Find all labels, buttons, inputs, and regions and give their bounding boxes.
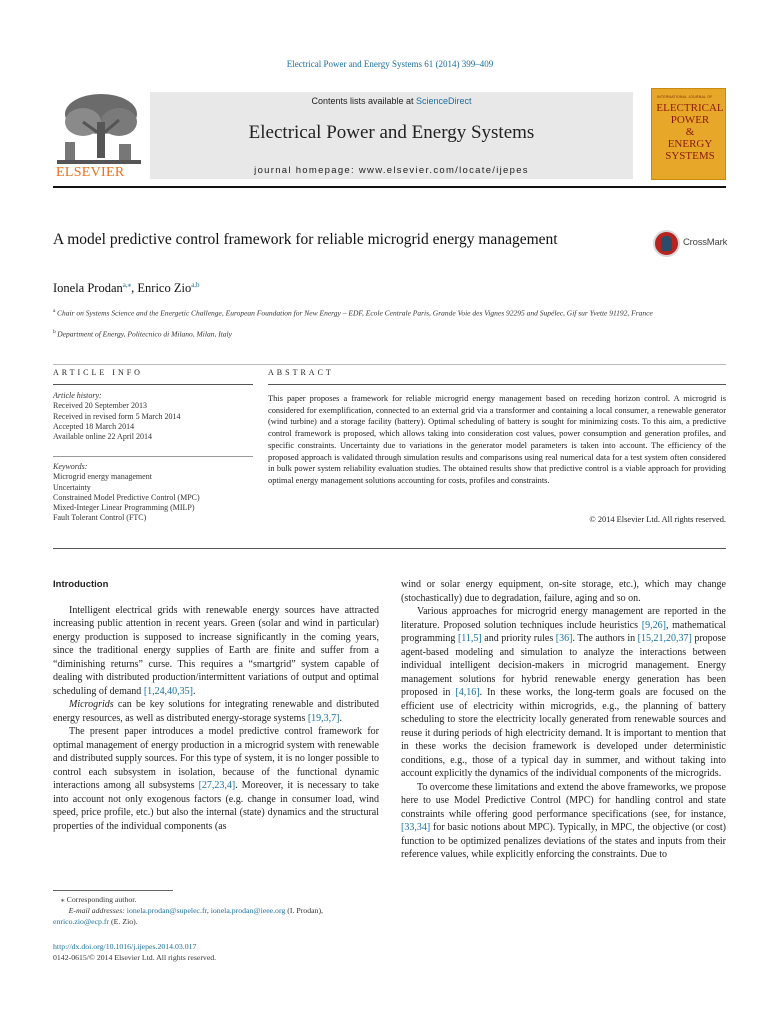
paragraph	[53, 725, 379, 833]
paragraph: wind or solar energy equipment, on-site storage, etc.), which may change (stochastically) due to degradation, failure, aging and so on.	[401, 579, 726, 604]
email-link[interactable]: enrico.zio@ecp.fr	[53, 917, 110, 926]
crossmark-badge[interactable]	[651, 229, 731, 259]
footnote-text: ,	[206, 906, 211, 915]
cover-line: SYSTEMS	[665, 150, 715, 162]
affil-text: Department of Energy, Politecnico di Milano, Milan, Italy	[57, 329, 232, 339]
author-name[interactable]: Enrico Zio	[137, 281, 192, 296]
article-info-heading: ARTICLE INFO	[53, 368, 143, 377]
body-right-column	[401, 578, 726, 862]
paragraph-text: The present paper introduces a model predictive control framework for optimal management of energy production in a microgrid system with renewable and distributed supply sources. For this type of system, it is no longer possible to control each subsystem in isolation, because of the functional dynamic interactions among all subsystems	[53, 726, 379, 791]
author-separator: ,	[131, 281, 138, 296]
affil-marker: b	[53, 329, 56, 335]
affiliation-a	[53, 306, 733, 319]
affiliation-b	[53, 327, 733, 340]
history-label: Article history:	[53, 391, 102, 400]
abstract-heading: ABSTRACT	[268, 368, 334, 377]
cover-line: ENERGY	[667, 138, 713, 150]
body-left-column	[53, 578, 379, 833]
citation-link[interactable]: [15,21,20,37]	[637, 633, 692, 644]
paragraph	[401, 781, 726, 862]
author-name[interactable]: Ionela Prodan	[53, 281, 123, 296]
article-history	[53, 391, 253, 442]
paragraph-text: .	[339, 712, 343, 724]
keyword: Mixed-Integer Linear Programming (MILP)	[53, 503, 195, 513]
sciencedirect-link[interactable]: ScienceDirect	[416, 96, 472, 106]
contents-line	[150, 96, 633, 106]
abstract-text: This paper proposes a framework for reliable microgrid energy management based on receding horizon control. A microgrid is considered for exemplification, connected to an external grid via a transformer and containing a local consumer, a renewable generator (wind turbine) and a storage facility (battery). Optimal scheduling of battery is sought for minimizing costs. To this aim, a predictive control framework is proposed, which allows taking into consideration cost values, power consumption and generation profiles, and specific constraints. Uncertainty due to variations in the generator model parameters is taken into account. The efficiency of the proposed approach is validated through simulation results and comparisons using real numerical data for a test system often considered in bulk power system reliability evaluation studies. The obtained results show that predictive control is a viable approach for providing optimal energy management solutions accounting for costs, profiles and constraints.	[268, 394, 726, 485]
crossmark-icon	[653, 230, 680, 257]
article-info-rule	[53, 384, 253, 385]
keywords-label: Keywords:	[53, 462, 88, 471]
journal-citation[interactable]: Electrical Power and Energy Systems 61 (2014) 399–409	[286, 59, 494, 69]
emphasis-text: Microgrids	[69, 699, 114, 710]
keywords-rule	[53, 456, 253, 457]
footnote	[53, 894, 393, 927]
paragraph-text: . In these works, the long-term goals are focused on the efficient use of electricity within microgrids, e.g., the planning of battery scheduling to store the electricity locally generated from renewable sources and reuse it during periods of high electricity demand. It is important to mention that in these works the decision framework is developed under deterministic conditions, e.g., those of a typical day in summer, and without taking into account explicitly the dynamics of the individual components of the microgrids.	[401, 687, 726, 779]
citation-link[interactable]: [19,3,7]	[307, 712, 340, 724]
email-link[interactable]: ionela.prodan@ieee.org	[210, 906, 286, 915]
keyword: Microgrid energy management	[53, 472, 152, 482]
email-addresses	[53, 905, 393, 916]
header-divider	[53, 186, 726, 188]
elsevier-logo[interactable]	[53, 92, 145, 183]
paragraph	[53, 698, 379, 725]
cover-title	[656, 102, 724, 162]
email-link[interactable]: ionela.prodan@supelec.fr	[126, 906, 207, 915]
citation-link[interactable]: [4,16]	[455, 687, 480, 698]
citation-link[interactable]: [27,23,4]	[198, 780, 236, 791]
paper-title: A model predictive control framework for reliable microgrid energy management	[53, 231, 558, 248]
footnote-text: Corresponding author.	[64, 895, 137, 904]
crossmark-label: CrossMark	[683, 237, 728, 248]
doi-block	[53, 941, 216, 963]
cover-line: &	[685, 126, 695, 138]
paragraph-text: and priority rules	[481, 633, 556, 644]
paragraph-text: for basic notions about MPC). Typically, in MPC, the objective (or cost) function to be optimized penalizes deviations of the states and inputs from their reference values, while explicitly enforcing the constraints. Due to	[401, 822, 726, 860]
keyword: Constrained Model Predictive Control (MPC)	[53, 492, 200, 502]
footnote-text: (E. Zio).	[109, 917, 138, 926]
email-label: E-mail addresses:	[68, 906, 127, 915]
cover-line: ELECTRICAL	[656, 102, 724, 114]
citation-link[interactable]: [9,26]	[641, 619, 666, 631]
paragraph-text: .	[192, 685, 196, 697]
keywords	[53, 462, 253, 524]
journal-homepage[interactable]: journal homepage: www.elsevier.com/locate/ijepes	[254, 165, 529, 176]
citation-link[interactable]: [11,5]	[457, 633, 482, 644]
publisher-name: ELSEVIER	[56, 165, 125, 180]
issn-line: 0142-0615/© 2014 Elsevier Ltd. All rights reserved.	[53, 953, 217, 962]
author-affil-sup[interactable]: a,⁎	[122, 281, 132, 289]
top-divider	[53, 364, 726, 365]
paragraph-text: . Moreover, it is necessary to take into account not only exogenous factors (e.g. change in consumer load, wind speed, price profile, etc.) but also the internal (state) dynamics and the structural properties of the individual components (as	[53, 780, 379, 832]
keyword: Fault Tolerant Control (FTC)	[53, 513, 147, 523]
footnote-text: (I. Prodan),	[285, 906, 324, 915]
abstract-bottom-rule	[53, 548, 726, 549]
paragraph	[401, 605, 726, 781]
paragraph-text: Various approaches for microgrid energy management are reported in the literature. Proposed solution techniques include heuristics	[401, 606, 726, 631]
tree-icon	[53, 92, 145, 168]
affil-marker: a	[53, 308, 56, 314]
abstract-rule	[268, 384, 726, 385]
author-affil-sup[interactable]: a,b	[191, 281, 200, 289]
section-heading-introduction: Introduction	[53, 579, 109, 590]
abstract-copyright: © 2014 Elsevier Ltd. All rights reserved.	[589, 515, 726, 524]
doi-link[interactable]: http://dx.doi.org/10.1016/j.ijepes.2014.03.017	[53, 942, 197, 951]
corresponding-author-note	[53, 894, 393, 905]
keyword: Uncertainty	[53, 482, 91, 492]
citation-link[interactable]: [33,34]	[401, 822, 431, 833]
paragraph-text: Intelligent electrical grids with renewable energy sources have attracted increasing public attention in recent years. Green (solar and wind in particular) energy production is supposed to increase significantly in the coming years, since the traditional energy supplies of Earth are finite and suffer from a “diminishing returns” curse. This requires a “smartgrid” system capable of dealing with distributed production/intermittent variations of output and optimal scheduling of demand	[53, 604, 379, 697]
journal-header	[53, 92, 726, 183]
paragraph	[53, 604, 379, 699]
paragraph-text: To overcome these limitations and extend the above frameworks, we propose here to use Model Predictive Control (MPC) for handling control and state constraints while offering good performance specifications (see, for instance,	[401, 781, 726, 820]
history-item: Accepted 18 March 2014	[53, 421, 135, 431]
citation-link[interactable]: [1,24,40,35]	[143, 685, 193, 697]
contents-prefix: Contents lists available at	[311, 96, 417, 106]
paragraph-text: , mathematical programming	[401, 619, 726, 644]
paragraph-text: propose agent-based modeling and simulation to analyze the interactions between individual intelligent decision-makers in microgrid management. Energy management solutions for hybrid renewable energy generation has been proposed in	[401, 633, 727, 698]
cover-line: POWER	[670, 114, 710, 126]
history-item: Received 20 September 2013	[53, 401, 147, 411]
journal-info-box	[150, 92, 633, 179]
paragraph-text: . The authors in	[572, 633, 638, 644]
citation-link[interactable]: [36]	[555, 633, 573, 644]
author-list	[53, 281, 200, 296]
journal-cover-image[interactable]	[651, 88, 726, 180]
history-item: Available online 22 April 2014	[53, 432, 152, 442]
affil-text: Chair on Systems Science and the Energetic Challenge, European Foundation for New Energy – EDF, Ecole Centrale Paris, Grande Voie des Vignes 92295 and Supélec, Gif sur Yvette 91192, France	[56, 308, 653, 318]
paragraph-text: can be key solutions for integrating renewable and distributed energy resources, as well as distributed energy-storage systems	[53, 699, 379, 724]
history-item: Received in revised form 5 March 2014	[53, 411, 181, 421]
footnote-marker: ⁎	[60, 895, 65, 904]
cover-small-text: INTERNATIONAL JOURNAL OF	[657, 95, 713, 99]
footnote-rule	[53, 890, 173, 891]
journal-title: Electrical Power and Energy Systems	[248, 122, 535, 143]
email-addresses-cont	[53, 916, 393, 927]
